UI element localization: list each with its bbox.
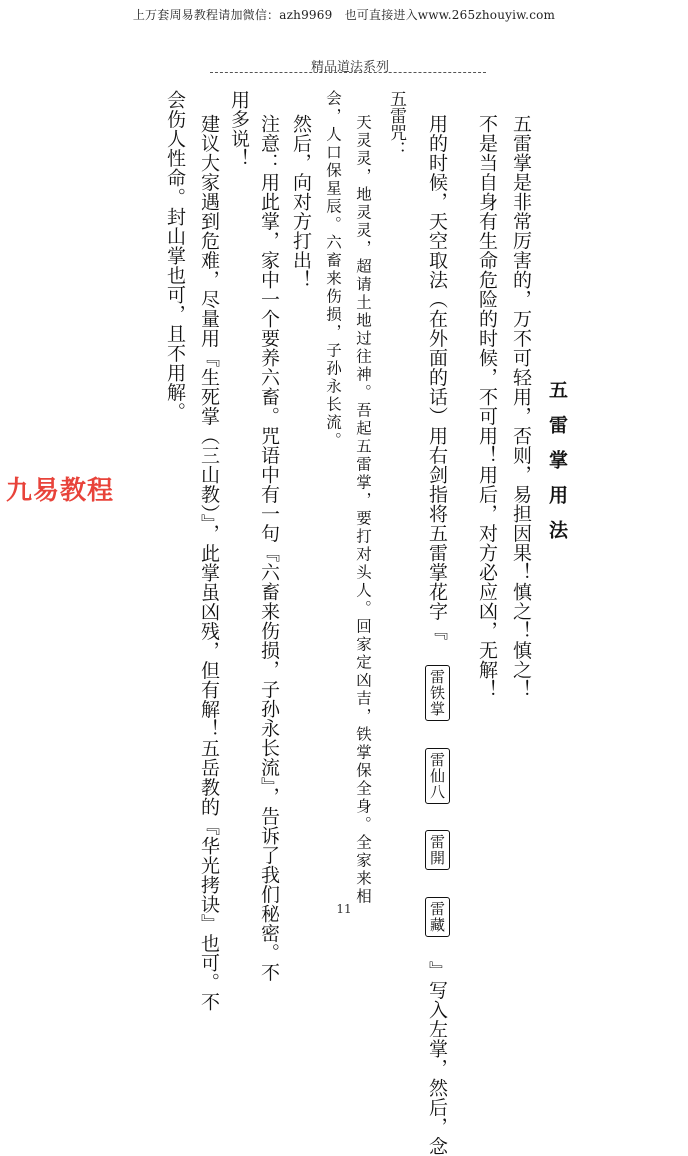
watermark-logo: 九易教程 — [6, 476, 115, 506]
fu-char-2: 雷仙八 — [425, 748, 450, 804]
fu-char-3: 雷開 — [425, 830, 450, 870]
top-banner: 上万套周易教程请加微信：azh9969 也可直接进入www.265zhouyiw.com — [132, 8, 556, 22]
text-column-3-lead: 用的时候，天空取法（在外面的话）用右剑指将五雷掌花字『 — [426, 114, 448, 641]
mantra-column-1: 天灵灵，地灵灵，超请土地过往神。吾起五雷掌，要打对头人。回家定凶吉，铁掌保全身。全家来相 — [354, 114, 372, 906]
chapter-title: 五雷掌用法 — [546, 380, 568, 555]
text-column-10: 建议大家遇到危难，尽量用『生死掌（三山教）』，此掌虽凶残，但有解！五岳教的『华光拷诀』也可。不 — [198, 114, 220, 1012]
mantra-heading: 五雷咒： — [386, 90, 406, 158]
page-number: 11 — [336, 902, 352, 916]
fu-char-4: 雷藏 — [425, 897, 450, 937]
text-column-9: 用多说！ — [228, 90, 250, 168]
mantra-column-2: 会，人口保星辰。六畜来伤损，子孙永长流。 — [324, 90, 342, 450]
text-column-8: 注意：用此掌，家中一个要养六畜。咒语中有一句『六畜来伤损，子孙永长流』，告诉了我们秘密。不 — [258, 114, 280, 982]
text-column-7: 然后，向对方打出！ — [290, 114, 312, 290]
text-column-3-tail: 』写入左掌，然后，念 — [426, 961, 448, 1156]
text-column-1: 五雷掌是非常厉害的，万不可轻用，否则，易担因果！慎之！慎之！ — [510, 114, 532, 699]
text-column-11: 会伤人性命。封山掌也可，且不用解。 — [164, 90, 186, 422]
text-column-3 — [424, 114, 451, 1156]
series-title: 精品道法系列 — [310, 60, 389, 75]
series-divider — [210, 72, 486, 73]
text-column-2: 不是当自身有生命危险的时候，不可用！用后，对方必应凶，无解！ — [476, 114, 498, 699]
fu-char-1: 雷铁掌 — [425, 665, 450, 721]
